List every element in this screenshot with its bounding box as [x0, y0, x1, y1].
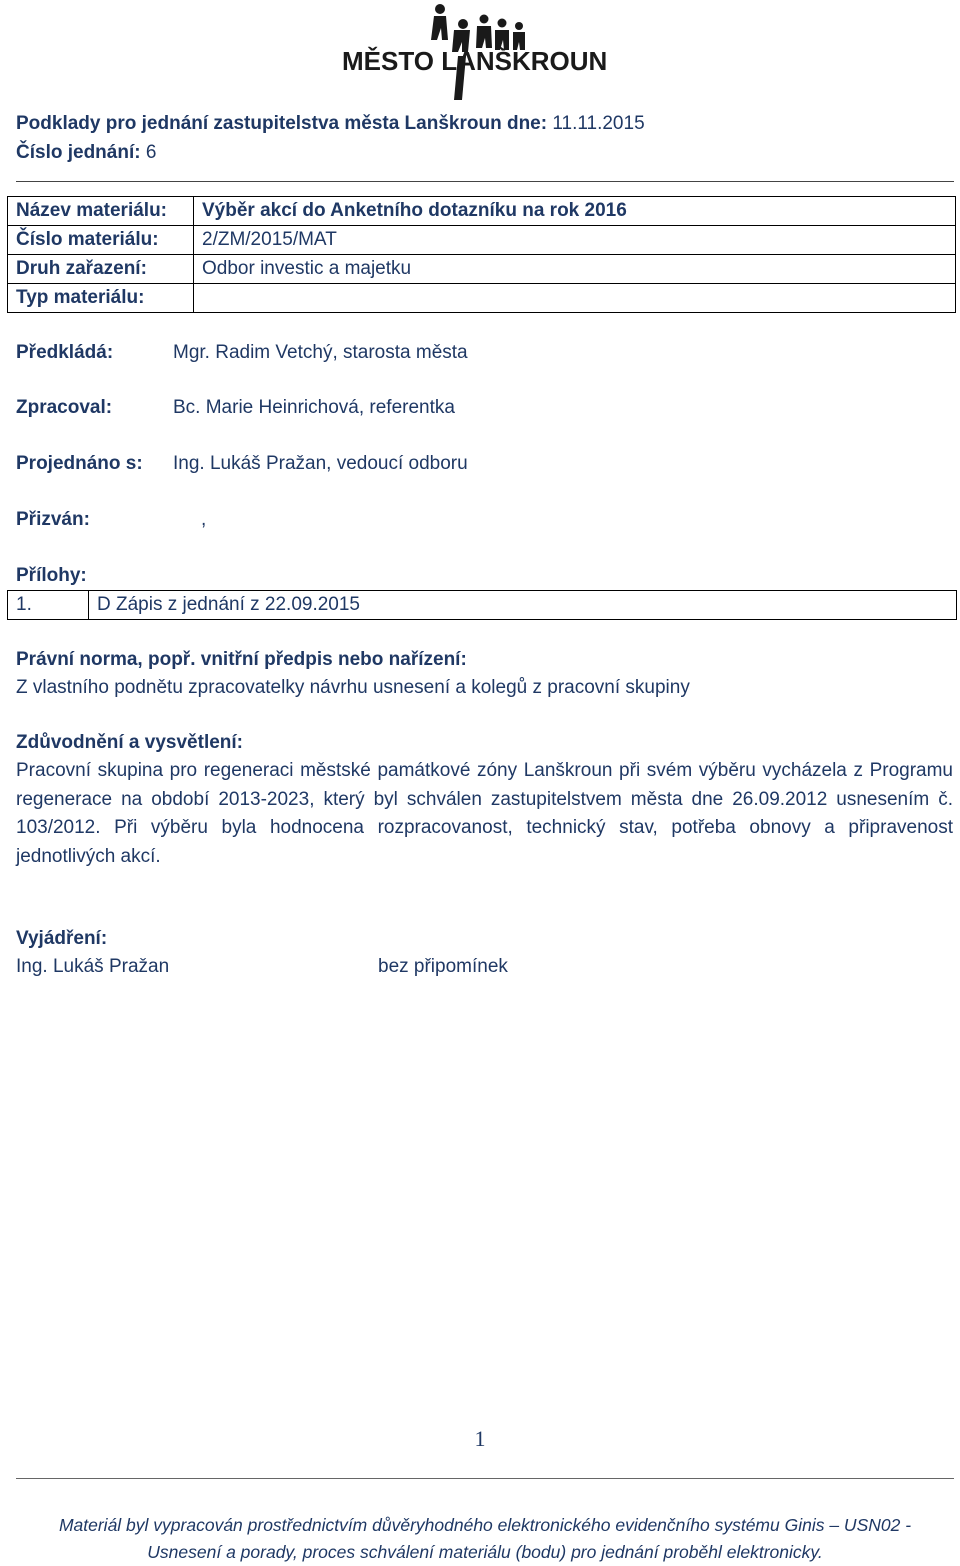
discussed-label: Projednáno s: — [16, 453, 143, 474]
discussed-value: Ing. Lukáš Pražan, vedoucí odboru — [173, 453, 468, 474]
material-type-value — [194, 284, 956, 313]
justification-label: Zdůvodnění a vysvětlení: — [16, 732, 243, 753]
attachment-name: D Zápis z jednání z 22.09.2015 — [89, 591, 957, 620]
classification-label: Druh zařazení: — [8, 255, 194, 284]
footer-divider — [16, 1478, 954, 1479]
material-name-label: Název materiálu: — [8, 197, 194, 226]
meeting-heading — [16, 113, 645, 135]
opinion-statement: bez připomínek — [378, 956, 508, 977]
logo-wordmark: MĚSTO LANŠKROUN — [342, 46, 608, 76]
header-divider — [16, 181, 954, 182]
material-info-table — [7, 196, 956, 313]
reference-value: 6 — [145, 142, 157, 163]
table-row — [8, 197, 956, 226]
material-number-value: 2/ZM/2015/MAT — [194, 226, 956, 255]
footer-note — [16, 1512, 954, 1566]
reference-label: Číslo jednání: — [16, 142, 141, 163]
legal-norm-text: Z vlastního podnětu zpracovatelky návrhu usnesení a kolegů z pracovní skupiny — [16, 677, 690, 698]
opinion-person: Ing. Lukáš Pražan — [16, 956, 170, 977]
city-logo — [338, 0, 638, 105]
table-row — [8, 255, 956, 284]
meeting-label: Podklady pro jednání zastupitelstva města Lanškroun dne: — [16, 113, 548, 134]
table-row — [8, 284, 956, 313]
prepared-value: Bc. Marie Heinrichová, referentka — [173, 397, 455, 418]
attachment-number: 1. — [8, 591, 89, 620]
prepared-label: Zpracoval: — [16, 397, 113, 418]
attachments-label: Přílohy: — [16, 565, 87, 586]
submits-value: Mgr. Radim Vetchý, starosta města — [173, 342, 468, 363]
material-name-value: Výběr akcí do Anketního dotazníku na rok 2016 — [194, 197, 956, 226]
page-number: 1 — [474, 1426, 486, 1451]
attachments-table — [7, 590, 957, 620]
footer-line-1: Materiál byl vypracován prostřednictvím důvěryhodného elektronického evidenčního systému Ginis – USN02 - — [58, 1515, 912, 1535]
invited-label: Přizván: — [16, 509, 90, 530]
invited-value: , — [201, 509, 207, 530]
footer-line-2: Usnesení a porady, proces schválení materiálu (bodu) pro jednání proběhl elektronicky. — [147, 1542, 823, 1562]
classification-value: Odbor investic a majetku — [194, 255, 956, 284]
submits-label: Předkládá: — [16, 342, 114, 363]
justification-text: Pracovní skupina pro regeneraci městské památkové zóny Lanškroun při svém výběru vycházela z Programu regenerace na období 2013-2023, který byl schválen zastupitelstvem města dne 26.09.2012 usnesením č. 103/2012. Při výběru byla hodnocena rozpracovanost, technický stav, potřeba obnovy a připravenost jednotlivých akcí. — [16, 760, 953, 867]
legal-norm-label: Právní norma, popř. vnitřní předpis nebo nařízení: — [16, 649, 467, 670]
table-row — [8, 591, 957, 620]
reference-heading — [16, 142, 156, 164]
meeting-date: 11.11.2015 — [552, 113, 645, 134]
opinion-label: Vyjádření: — [16, 928, 108, 949]
material-type-label: Typ materiálu: — [8, 284, 194, 313]
table-row — [8, 226, 956, 255]
material-number-label: Číslo materiálu: — [8, 226, 194, 255]
